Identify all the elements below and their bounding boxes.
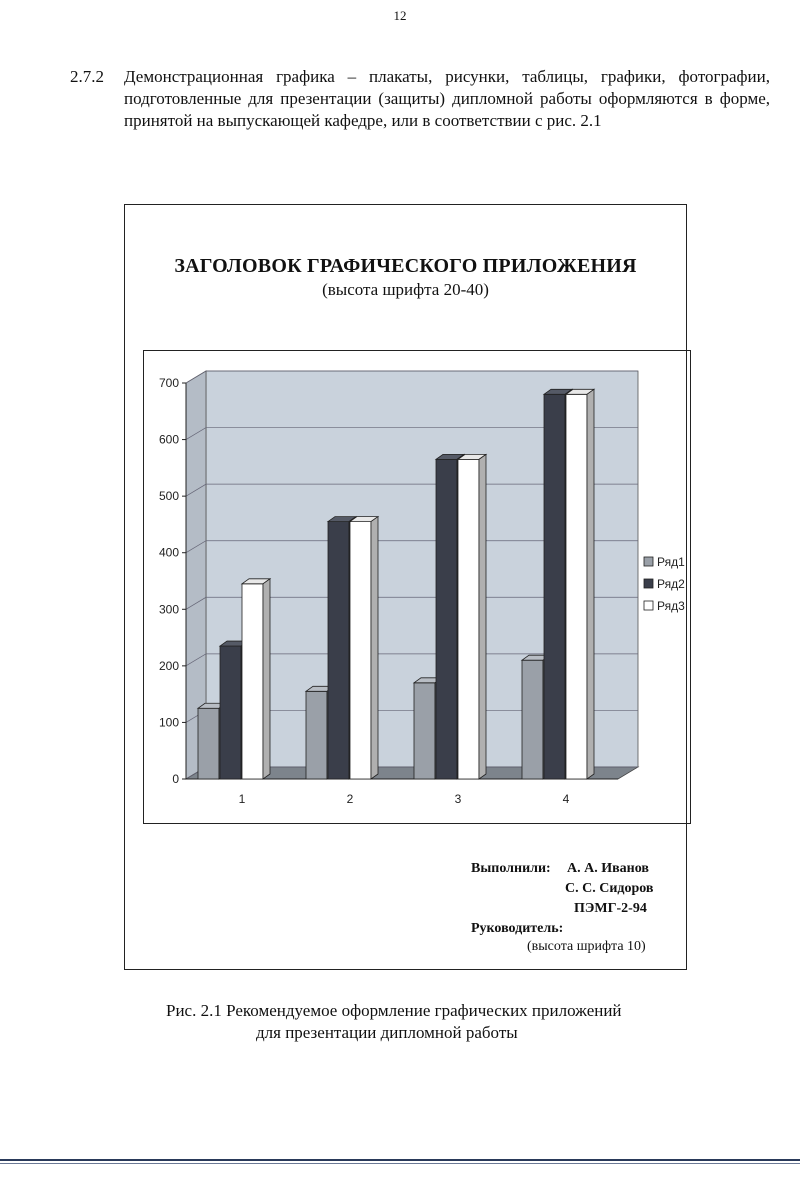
bar [220, 646, 241, 779]
bar-side [371, 517, 378, 779]
y-tick-label: 500 [158, 489, 179, 504]
y-tick-label: 100 [158, 715, 179, 730]
legend-swatch [644, 579, 653, 588]
paragraph [70, 66, 770, 132]
bar-side [479, 454, 486, 779]
performed-label: Выполнили: [471, 861, 551, 876]
y-tick-label: 0 [172, 772, 179, 786]
bar-chart [144, 351, 692, 825]
bar-side [587, 389, 594, 779]
bar [436, 459, 457, 779]
bar [566, 394, 587, 779]
paragraph-text: Демонстрационная графика – плакаты, рисунки, таблицы, графики, фотографии, подготовленные для презентации (защиты) дипломной работы оформляются в форме, принятой на выпускающей кафедре, или в соответствии с рис. 2.1 [124, 67, 770, 130]
author-1: А. А. Иванов [567, 861, 649, 876]
page-number: 12 [393, 8, 407, 23]
legend-label: Ряд1 [657, 555, 685, 569]
bar-side [263, 579, 270, 779]
group-code: ПЭМГ-2-94 [574, 901, 647, 916]
x-tick-label: 3 [454, 792, 462, 806]
footer-rule [0, 1159, 800, 1161]
legend-swatch [644, 557, 653, 566]
x-tick-label: 2 [346, 792, 354, 806]
y-tick-label: 300 [158, 602, 179, 617]
bar [522, 660, 543, 779]
bar [350, 522, 371, 779]
figure-frame [124, 204, 687, 970]
bar [544, 394, 565, 779]
figure-caption [166, 1000, 622, 1044]
figure-title: ЗАГОЛОВОК ГРАФИЧЕСКОГО ПРИЛОЖЕНИЯ [174, 255, 637, 277]
y-tick-label: 600 [158, 432, 179, 447]
footer-rule-thin [0, 1163, 800, 1164]
font-size-note: (высота шрифта 10) [527, 939, 646, 954]
bar [458, 459, 479, 779]
bar [328, 522, 349, 779]
x-tick-label: 4 [562, 792, 570, 806]
caption-line-1: Рис. 2.1 Рекомендуемое оформление графических приложений [166, 1001, 622, 1020]
author-2: С. С. Сидоров [565, 881, 654, 896]
paragraph-number: 2.7.2 [70, 67, 104, 86]
y-tick-label: 700 [158, 376, 179, 390]
legend-swatch [644, 601, 653, 610]
figure-subtitle: (высота шрифта 20-40) [322, 280, 489, 299]
legend-label: Ряд2 [657, 577, 685, 591]
bar [306, 691, 327, 779]
bar [414, 683, 435, 779]
caption-line-2: для презентации дипломной работы [256, 1023, 518, 1042]
supervisor-label: Руководитель: [471, 921, 564, 936]
bar [242, 584, 263, 779]
bar [198, 708, 219, 779]
legend-label: Ряд3 [657, 599, 685, 613]
y-tick-label: 200 [158, 658, 179, 673]
x-tick-label: 1 [238, 792, 246, 806]
y-tick-label: 400 [158, 545, 179, 560]
chart-area [143, 350, 691, 824]
